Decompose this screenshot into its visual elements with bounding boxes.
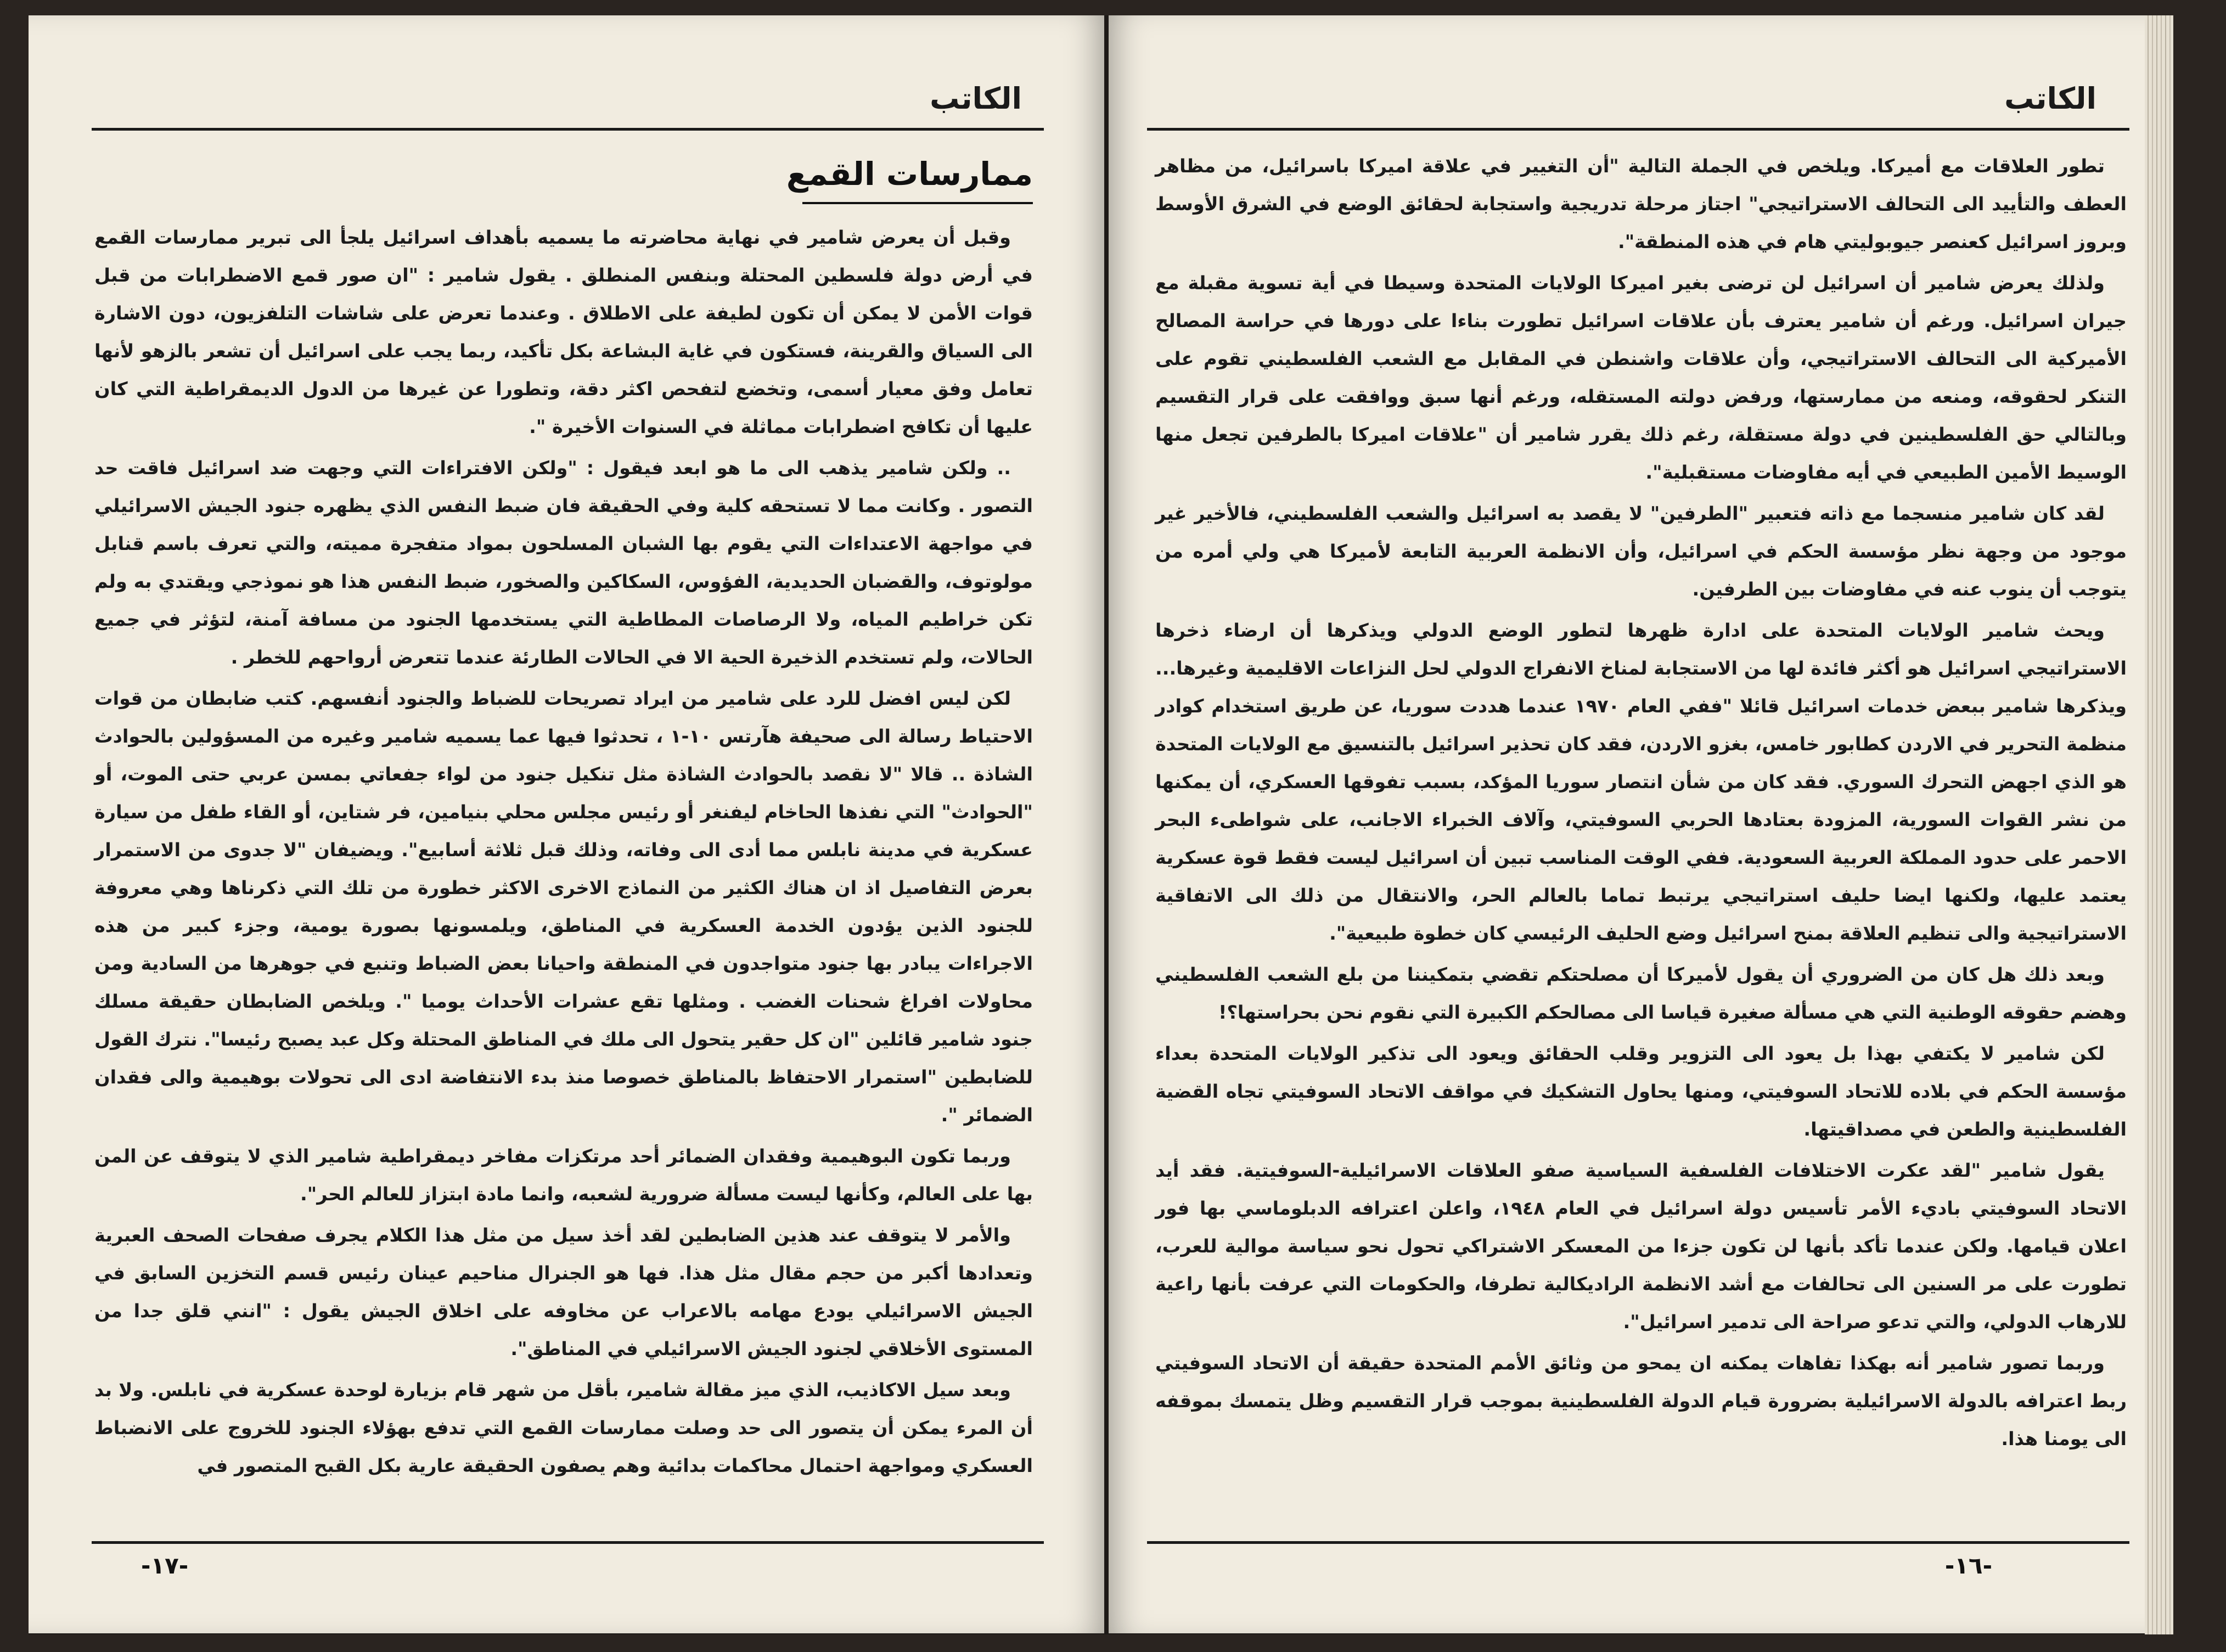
footer-rule	[92, 1541, 1044, 1544]
header-rule	[92, 128, 1044, 131]
paragraph: وبعد ذلك هل كان من الضروري أن يقول لأميركا أن مصلحتكم تقضي بتمكيننا من بلع الشعب الفلسطيني وهضم حقوقه الوطنية التي هي مسألة صغيرة قياسا الى مصالحكم الكبيرة التي نقوم نحن بحراستها؟!	[1155, 964, 2127, 1023]
section-title: ممارسات القمع	[786, 155, 1033, 193]
page-number: -١٦-	[1944, 1552, 1992, 1579]
body-text-left	[94, 218, 1033, 1488]
body-text-right	[1155, 147, 2127, 1461]
page-edges	[2145, 15, 2173, 1634]
paragraph: وقبل أن يعرض شامير في نهاية محاضرته ما يسميه بأهداف اسرائيل يلجأ الى تبرير ممارسات القمع في أرض دولة فلسطين المحتلة وبنفس المنطلق . يقول شامير : "ان صور قمع الاضطرابات من قبل قوات الأمن لا يمكن أن تكون لطيفة على الاطلاق . وعندما تعرض على شاشات التلفزيون، دون الاشارة الى السياق والقرينة، فستكون في غاية البشاعة بكل تأكيد، ربما يجب على اسرائيل أن تشعر بالزهو لأنها تعامل وفق معيار أسمى، وتخضع لتفحص اكثر دقة، وتطورا عن غيرها من الدول الديمقراطية التي كان عليها أن تكافح اضطرابات مماثلة في السنوات الأخيرة ".	[94, 227, 1033, 437]
footer-rule	[1147, 1541, 2129, 1544]
section-title-underline	[802, 202, 1033, 204]
book-spread	[29, 15, 2173, 1634]
paragraph: وربما تكون البوهيمية وفقدان الضمائر أحد مرتكزات مفاخر ديمقراطية شامير الذي لا يتوقف عن المن بها على العالم، وكأنها ليست مسألة ضرورية لشعبه، وانما مادة ابتزاز للعالم الحر".	[94, 1145, 1033, 1205]
paragraph: لكن ليس افضل للرد على شامير من ايراد تصريحات للضباط والجنود أنفسهم. كتب ضابطان من قوات الاحتياط رسالة الى صحيفة هآرتس ١٠-١ ، تحدثوا فيها عما يسميه شامير وغيره من المسؤولين بالحوادث الشاذة .. قالا "لا نقصد بالحوادث الشاذة مثل تنكيل جنود من لواء جفعاتي بمسن عربي حتى الموت، أو "الحوادث" التي نفذها الحاخام ليفنغر أو رئيس مجلس محلي بنيامين، فر شتاين، أو القاء طفل من سيارة عسكرية في مدينة نابلس مما أدى الى وفاته، وذلك قبل ثلاثة أسابيع". ويضيفان "لا جدوى من الاستمرار بعرض التفاصيل اذ ان هناك الكثير من النماذج الاخرى الاكثر خطورة من تلك التي ذكرناها وهي معروفة للجنود الذين يؤدون الخدمة العسكرية في المناطق، ويلمسونها بصورة يومية، وجزء كبير من هذه الاجراءات يبادر بها جنود متواجدون في المنطقة واحيانا بعض الضباط وتنبع في جوهرها من السادية ومن محاولات افراغ شحنات الغضب . ومثلها تقع عشرات الأحداث يوميا ". ويلخص الضابطان حقيقة مسلك جنود شامير قائلين "ان كل حقير يتحول الى ملك في المناطق المحتلة وكل عبد يصبح رئيسا". نترك القول للضابطين "استمرار الاحتفاظ بالمناطق خصوصا منذ بدء الانتفاضة ادى الى تحولات بوهيمية والى فقدان الضمائر ".	[94, 688, 1033, 1126]
paragraph: تطور العلاقات مع أميركا. ويلخص في الجملة التالية "أن التغيير في علاقة اميركا باسرائيل، من مظاهر العطف والتأييد الى التحالف الاستراتيجي" اجتاز مرحلة تدريجية واستجابة لحقائق الوضع في الشرق الأوسط وبروز اسرائيل كعنصر جيوبوليتي هام في هذه المنطقة".	[1155, 155, 2127, 252]
running-head: الكاتب	[2004, 81, 2096, 116]
running-head: الكاتب	[930, 81, 1022, 116]
paragraph: يقول شامير "لقد عكرت الاختلافات الفلسفية السياسية صفو العلاقات الاسرائيلية-السوفيتية. فقد أيد الاتحاد السوفيتي باديء الأمر تأسيس دولة اسرائيل في العام ١٩٤٨، واعلن اعترافه الدبلوماسي بها فور اعلان قيامها. ولكن عندما تأكد بأنها لن تكون جزءا من المعسكر الاشتراكي تحول نحو سياسة موالية للعرب، تطورت على مر السنين الى تحالفات مع أشد الانظمة الراديكالية تطرفا، والحكومات التي عرفت بأنها راعية للارهاب الدولي، والتي تدعو صراحة الى تدمير اسرائيل".	[1155, 1160, 2127, 1333]
page-number: -١٧-	[141, 1552, 189, 1579]
page-16	[1109, 15, 2173, 1633]
paragraph: والأمر لا يتوقف عند هذين الضابطين لقد أخذ سيل من مثل هذا الكلام يجرف صفحات الصحف العبرية وتعدادها أكبر من حجم مقال مثل هذا. فها هو الجنرال مناحيم عينان رئيس قسم التخزين السابق في الجيش الاسرائيلي يودع مهامه بالاعراب عن مخاوفه على اخلاق الجيش يقول : "انني قلق جدا من المستوى الأخلاقي لجنود الجيش الاسرائيلي في المناطق".	[94, 1224, 1033, 1359]
paragraph: ولذلك يعرض شامير أن اسرائيل لن ترضى بغير اميركا الولايات المتحدة وسيطا في أية تسوية مقبلة مع جيران اسرائيل. ورغم أن شامير يعترف بأن علاقات اسرائيل تطورت بناءا على دورها في حراسة المصالح الأميركية الى التحالف الاستراتيجي، وأن علاقات واشنطن في المقابل مع الشعب الفلسطيني تقوم على التنكر لحقوقه، ومنعه من ممارستها، ورفض دولته المستقله، ورغم أنها سبق ووافقت على قرار التقسيم وبالتالي حق الفلسطينين في دولة مستقلة، رغم ذلك يقرر شامير أن "علاقات اميركا بالطرفين تجعل منها الوسيط الأمين الطبيعي في أيه مفاوضات مستقبلية".	[1155, 272, 2127, 483]
paragraph: وبعد سيل الاكاذيب، الذي ميز مقالة شامير، بأقل من شهر قام بزيارة لوحدة عسكرية في نابلس. ولا بد أن المرء يمكن أن يتصور الى حد وصلت ممارسات القمع التي تدفع بهؤلاء الجنود للخروج على الانضباط العسكري ومواجهة احتمال محاكمات بدائية وهم يصفون الحقيقة عارية بكل القبح المتصور في	[94, 1379, 1033, 1476]
paragraph: لقد كان شامير منسجما مع ذاته فتعبير "الطرفين" لا يقصد به اسرائيل والشعب الفلسطيني، فالأخير غير موجود من وجهة نظر مؤسسة الحكم في اسرائيل، وأن الانظمة العربية التابعة لأميركا هي ولي أمره من يتوجب أن ينوب عنه في مفاوضات بين الطرفين.	[1155, 503, 2127, 600]
paragraph: ويحث شامير الولايات المتحدة على ادارة ظهرها لتطور الوضع الدولي ويذكرها أن ارضاء ذخرها الاستراتيجي اسرائيل هو أكثر فائدة لها من الاستجابة لمناخ الانفراج الدولي لحل النزاعات الاقليمية وغيرها... ويذكرها شامير ببعض خدمات اسرائيل قائلا "ففي العام ١٩٧٠ عندما هددت سوريا، عن طريق استخدام كوادر منظمة التحرير في الاردن كطابور خامس، بغزو الاردن، فقد كان تحذير اسرائيل بالتنسيق مع الولايات المتحدة هو الذي اجهض التحرك السوري. فقد كان من شأن انتصار سوريا المؤكد، بسبب تفوقها العسكري، أن يمكنها من نشر القوات السورية، المزودة بعتادها الحربي السوفيتي، وآلاف الخبراء الاجانب، على شواطىء البحر الاحمر على حدود المملكة العربية السعودية. ففي الوقت المناسب تبين أن اسرائيل ليست فقط قوة عسكرية يعتمد عليها، ولكنها ايضا حليف استراتيجي يرتبط تماما بالعالم الحر، والانتقال من ذلك الى الاتفاقية الاستراتيجية والى تنظيم العلاقة بمنح اسرائيل وضع الحليف الرئيسي كان خطوة طبيعية".	[1155, 620, 2127, 944]
header-rule	[1147, 128, 2129, 131]
paragraph: .. ولكن شامير يذهب الى ما هو ابعد فيقول : "ولكن الافتراءات التي وجهت ضد اسرائيل فاقت حد التصور . وكانت مما لا تستحقه كلية وفي الحقيقة فان ضبط النفس الذي يظهره جنود الجيش الاسرائيلي في مواجهة الاعتداءات التي يقوم بها الشبان المسلحون بمواد متفجرة مميته، والتي تعرف باسم قنابل مولوتوف، والقضبان الحديدية، الفؤوس، السكاكين والصخور، ضبط النفس هذا هو نموذجي ويقتدي به ولم تكن خراطيم المياه، ولا الرصاصات المطاطية التي يستخدمها الجنود من مسافة آمنة، لتؤثر في جميع الحالات، ولم تستخدم الذخيرة الحية الا في الحالات الطارئة عندما تتعرض أرواحهم للخطر .	[94, 457, 1033, 668]
page-17	[29, 15, 1104, 1633]
paragraph: لكن شامير لا يكتفي بهذا بل يعود الى التزوير وقلب الحقائق ويعود الى تذكير الولايات المتحدة بعداء مؤسسة الحكم في بلاده للاتحاد السوفيتي، ومنها يحاول التشكيك في مواقف الاتحاد السوفيتي تجاه القضية الفلسطينية والطعن في مصداقيتها.	[1155, 1043, 2127, 1140]
paragraph: وربما تصور شامير أنه بهكذا تفاهات يمكنه ان يمحو من وثائق الأمم المتحدة حقيقة أن الاتحاد السوفيتي ربط اعترافه بالدولة الاسرائيلية بضرورة قيام الدولة الفلسطينية بموجب قرار التقسيم وظل يتمسك بموقفه الى يومنا هذا.	[1155, 1352, 2127, 1449]
